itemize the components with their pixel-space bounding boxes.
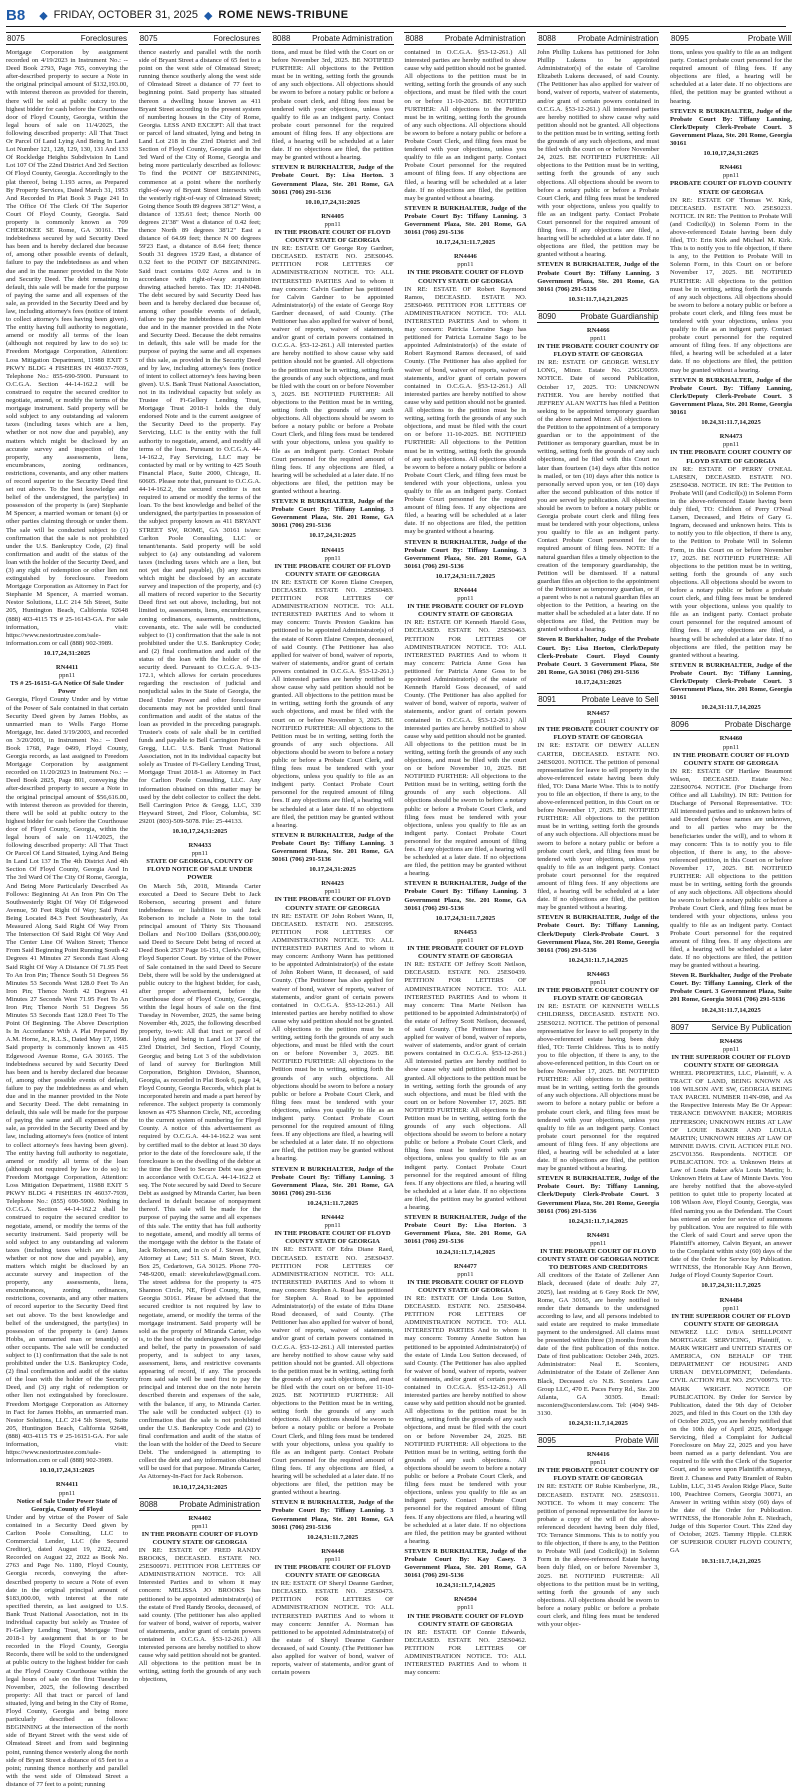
notice-body: IN RE: ESTATE OF Sheryl Deanne Gardner, DECEASED. ESTATE NO. 25ES0473. PETITION FOR LETTERS OF ADMINISTRATION NOTICE. TO: ALL INTERESTED PARTIES And to whom it may concern: Jennifer A. Norman has petitioned to be appointed Administrator(s) of the estate of Sheryl Deanne Gardner deceased, of said County. (The Petitioner has also applied for waiver of bond, waiver of reports, waiver of statements, and/or grant of certain powers bbox=[271, 1580, 394, 1677]
notice-body: IN RE: ESTATE OF FRED RANDY BROOKS, DECEASED. ESTATE NO. 25ES00971. PETITION FOR LETTERS OF ADMINISTRATION NOTICE. TO: All Interested Parties and to whom it may concern: MELISSA JO BROOKS has petitioned to be appointed administrator(s) of the estate of Fred Randy Brooks, deceased, of said county. (The petitioner has also applied for waiver of bond, waiver of reports, waiver of statements, and/or grant of certain powers contained in O.C.G.A. §53-12-261.) All interested persons are hereby notified to show cause why said petition should not be granted. All objections to the petition must be in writing, setting forth the grounds of any such objections, bbox=[138, 1546, 261, 1684]
notice-heading: IN THE PROBATE COURT OF FLOYD COUNTY STATE OF GEORGIA bbox=[274, 1230, 391, 1246]
notice-code: ppn11 bbox=[590, 1239, 607, 1247]
category-code: 8097 bbox=[671, 1022, 689, 1032]
notice-body: contained in O.C.G.A. §53-12-261.) All interested parties are hereby notified to show cause why said petition should not be granted. All objections to the petition must be in writing, setting forth the grounds of any such objections, and must be filed with the court on or before 11-10-2025. BE NOTIFIED FURTHER: All objections to the Petition must be in writing, setting forth the grounds of any such objections. All objections should be sworn to before a notary public or before a Probate Court Clerk, and filing fees must be tendered with your objections, unless you qualify to file as an indigent party. Contact Probate Court personnel for the required amount of filing fees. If any objections are filed, a hearing will be scheduled at a later date. If no objections are filed, the petition may be granted without a hearing. bbox=[404, 49, 527, 202]
notice-run-dates: 10.24,31:11.7,14,2025 bbox=[435, 1248, 496, 1256]
notice-code: ppn11 bbox=[457, 595, 474, 603]
notice-code: ppn11 bbox=[324, 1222, 341, 1230]
category-header bbox=[139, 32, 261, 45]
notice-id: RN4504 bbox=[454, 1596, 477, 1604]
notice-id: RN4473 bbox=[719, 433, 743, 441]
category-label: Probate Will bbox=[615, 1436, 659, 1446]
category-label: Foreclosures bbox=[80, 34, 127, 43]
notice-code: ppn11 bbox=[590, 979, 607, 987]
category-label: Foreclosures bbox=[213, 34, 260, 43]
notice-body: IN RE: ESTATE OF Connie Edwards, DECEASED. ESTATE NO. 25ES0462. PETITION FOR LETTERS OF ADMINISTRATION NOTICE. TO: ALL INTERESTED PARTIES And to whom it may concern: bbox=[404, 1628, 527, 1677]
notice-body: IN RE: ESTATE OF Koren Elaine Creepen, DECEASED. ESTATE NO. 25ES0483. PETITION FOR LETTERS OF ADMINISTRATION NOTICE. TO: ALL INTERESTED PARTIES And to whom it may concern: Travis Preston Gaskins has petitioned to be appointed Administrator(s) of the estate of Koren Elaine Creepen, deceased, of said County. (The Petitioner has also applied for waiver of bond, waiver of reports, waiver of statements, and/or grant of certain powers contained in O.C.G.A. §53-12-261.) All interested parties are hereby notified to show cause why said petition should not be granted. All objections to the petition must be in writing, setting forth the grounds of any such objections, and must be filed with the court on or before November 3, 2025. BE NOTIFIED FURTHER: All objections to the Petition must be in writing, setting forth the grounds of any such objections. All objections should be sworn to before a notary public or before a Probate Court Clerk, and filing fees must be tendered with your objections, unless you qualify to file as an indigent party. Contact Probate Court personnel for the required amount of filing fees. If any objections are filed, a hearing will be scheduled at a later date. If no objections are filed, the petition may be granted without a hearing. bbox=[271, 578, 394, 829]
notice-code: ppn11 bbox=[457, 1270, 474, 1278]
category-code: 8088 bbox=[272, 34, 291, 43]
notice-signature: STEVEN R BURKHALTER, Judge of the Probate Court By: Tiffany Lanning. 3 Government Plaza, Ste. 201 Rome, GA 30161 (706) 291-5136 bbox=[271, 498, 394, 530]
notice-signature: STEVEN R BURKHALTER, Judge of the Probate Court By: Tiffany Lanning. 3 Government Plaza, Ste. 201 Rome, GA 30161 (706) 291-5136 bbox=[404, 880, 527, 912]
legal-notice bbox=[537, 49, 659, 304]
notice-signature: STEVEN R BURKHALTER, Judge of the Probate Court By: Tiffany Lanning. 3 Government Plaza, Ste. 201 Rome, GA 30161 (706) 291-5136 bbox=[271, 1165, 394, 1197]
notice-run-dates: 10.17,24,31:11.7,2025 bbox=[435, 239, 496, 247]
notice-id: RN4423 bbox=[321, 880, 344, 888]
legal-notice bbox=[6, 1481, 128, 1789]
legal-notice bbox=[404, 1596, 526, 1677]
legal-notice bbox=[404, 1263, 526, 1591]
notice-heading: IN THE PROBATE COURT OF FLOYD COUNTY STATE OF GEORGIA bbox=[407, 945, 524, 961]
notice-body: IN RE: ESTATE OF Hartlaw Beaumont Wilson, DECEASED. Estate No.: 22ES00764. NOTICE. (For Discharge from Office and all Liability). IN RE: Petition for Discharge of Personal Representative. TO: All interested parties and to unknown heirs of said Decedent (whose names are unknown, and to all parties who may be the beneficiaries under the will), and to whom it may concern: This is to notify you to file objection, if there is any, to the above-referenced petition, in this Court on or before November 17, 2025. BE NOTIFIED FURTHER: All objections to the petition must be in writing, setting forth the grounds of any such objections. All objections should be sworn to before a notary public or before a Probate Court Clerk, and filing fees must be tendered with your objections, unless you qualify to file as an indigent party. Contact Probate Court personnel for the required amount of filing fees. If any objections are filed, a hearing will be scheduled at a later date. If no objections are filed, the petition may be granted without a hearing. bbox=[670, 767, 792, 970]
notice-code: ppn11 bbox=[191, 850, 208, 858]
legal-notice bbox=[404, 253, 526, 581]
notice-run-dates: 10.17,24,31:2025 bbox=[574, 678, 622, 686]
notice-run-dates: 10.10,17,24,31:2025 bbox=[39, 1467, 95, 1475]
legal-notice bbox=[537, 710, 659, 965]
category-label: Service By Publication bbox=[711, 1022, 791, 1032]
category-label: Probate Discharge bbox=[724, 720, 791, 730]
legal-notice bbox=[272, 1214, 394, 1542]
legal-notice bbox=[272, 49, 394, 207]
notice-id: RN4415 bbox=[321, 546, 344, 554]
notice-heading: IN THE PROBATE COURT OF FLOYD COUNTY STATE OF GEORGIA bbox=[274, 228, 391, 245]
legal-notice bbox=[670, 1297, 792, 1566]
category-code: 8096 bbox=[671, 720, 689, 730]
notice-body: IN RE: ESTATE OF Jeffrey Scott Neilson, DECEASED. ESTATE NO. 25ES0439. PETITION FOR LETTERS OF ADMINISTRATION NOTICE. TO: ALL INTERESTED PARTIES And to whom it may concern: Tina Marie Neilson has petitioned to be appointed Administrator(s) of the estate of Jeffrey Scott Neilson, deceased, of said County. (The Petitioner has also applied for waiver of bond, waiver of reports, waiver of statements, and/or grant of certain powers contained in O.C.G.A. §53-12-261.) All interested parties are hereby notified to show cause why said petition should not be granted. All objections to the petition must be in writing, setting forth the grounds of any such objections, and must be filed with the court on or before November 17, 2025. BE NOTIFIED FURTHER: All objections to the Petition must be in writing, setting forth the grounds of any such objections. All objections should be sworn to before a notary public or before a Probate Court Clerk, and filing fees must be tendered with your objections, unless you qualify to file as an indigent party. Contact Probate Court personnel for the required amount of filing fees. If any objections are filed, a hearing will be scheduled at a later date. If no objections are filed, the petition may be granted without a hearing. bbox=[404, 961, 527, 1212]
notice-code: ppn11 bbox=[457, 1604, 474, 1612]
notice-id: RN4457 bbox=[586, 710, 610, 718]
legal-notice bbox=[272, 1548, 394, 1678]
notice-id: RN4466 bbox=[586, 326, 610, 334]
notice-run-dates: 10.17,24,31:11.7,2025 bbox=[701, 1282, 761, 1290]
separator-dot-icon: ◆ bbox=[203, 9, 213, 22]
notice-signature: STEVEN R BURKHALTER, Judge of the Probate Court By: Tiffany Lanning. 3 Government Plaza, Ste. 201 Rome, GA 30161 (706) 291-5136 bbox=[537, 261, 660, 293]
notice-id: RN4463 bbox=[586, 970, 610, 978]
notice-signature: STEVEN R BURKHALTER, Judge of the Probate Court By: Kay Casey. 3 Government Plaza, Ste. 201 Rome, GA 30161 (706) 291-5136 bbox=[404, 1547, 527, 1580]
page-column bbox=[670, 32, 792, 1578]
legal-notice bbox=[670, 433, 792, 712]
notice-run-dates: 10.17,24,31:2025 bbox=[309, 866, 356, 874]
category-code: 8075 bbox=[7, 34, 25, 43]
notice-heading: IN THE PROBATE COURT OF FLOYD COUNTY STATE OF GEORGIA bbox=[672, 751, 790, 767]
legal-notice bbox=[537, 1451, 659, 1629]
notice-heading: IN THE PROBATE COURT OF FLOYD COUNTY STATE OF GEORGIA NOTICE TO DEBTORS AND CREDITORS bbox=[537, 1248, 660, 1272]
notice-id: RN4448 bbox=[321, 1547, 344, 1555]
notice-run-dates: 10.24,31:11.7,14,2025 bbox=[701, 419, 761, 427]
category-code: 8095 bbox=[671, 34, 689, 43]
notice-body: On March 5th, 2018, Miranda Carter executed a Deed to Secure Debt to Jack Roberson, securing present and future indebtedness or liabilities to said Jack Roberson to include a Note in the total principal amount of Thirty Six Thousand Dollars and No/100 Dollars ($36,000.00); said Deed to Secure Debt being of record at Deed Book 2537 Page 16-151, Clerk's Office, Floyd Superior Court. By virtue of the Power of Sale contained in the said Deed to Secure Debt, there will be sold by the undersigned at public outcry to the highest bidder, for cash, after proper advertisement, before the Courthouse door of Floyd County, Georgia, within the legal hours of sale on the first Tuesday in November, 2025, the same being November 4th, 2025, the following described property, to-wit: All that tract or parcel of land lying and being in Land Lot 37 of the 23rd District, 3rd Section, Floyd County, Georgia; and being Lot 3 of the subdivision of land of survey for Burlington Mill Corporation, Brighton Division, Shannon, Georgia, as recorded in Plat Book 6, page 14, Floyd County, Georgia Records, which plat is incorporated herein and made a part hereof by reference. The subject property is commonly known as 475 Shannon Circle, NE, according to the current system of numbering for Floyd County. A notice of this advertisement as required by O.C.G.A. 44-14-162.2 was sent by certified mail to the debtor at least 30 days prior to the date of the foreclosure sale, if the foreclosure is on the dwelling of the debtor at the time the Deed to Secure Debt was given in accordance with O.C.G.A. 44-14-162.2 et seq. The Note secured by said Deed to Secure Debt as assigned by Miranda Carter, has been declared in default because of nonpayment thereof. This sale will be made for the purpose of paying the same and all expenses of this sale. The entity that has full authority to negotiate, amend, and modify all terms of the mortgage with the debtor is the Estate of Jack Roberson, and in c/o of J. Steven Kuhr, Attorney at Law; 511 S. Main Street, P.O. Box 25, Cedartown, GA 30125. Phone 770-748-9200, email: stevekuhrlaw@gmail.com. The street address for the property is 475 Shannon Circle, NE, Floyd County, Rome, Georgia 30161. Please be advised that the secured creditor is not required by law to negotiate, amend, or modify the terms of the mortgage instrument. Said property will be sold as the property of Miranda Carter, who is, to the best of the undersigned's knowledge and belief, the party in possession of said property, and is subject to any taxes, assessment, liens, and restrictive covenants appearing of record, if any. The proceeds from said sale will be used first to pay the principal and interest due on the note herein described therein and expenses of the sale, with the balance, if any, to Miranda Carter. The sale will be conducted subject (1) to confirmation that the sale is not prohibited under the U.S. Bankruptcy Code and (2) to final confirmation and audit of the status of the loan with the holder of the Deed to Secure Debt. The undersigned is attempting to collect the debt and any information obtained will be used for that purpose. Miranda Carter, As Attorney-In-Fact for Jack Roberson. bbox=[138, 882, 261, 1481]
notice-code: ppn11 bbox=[324, 554, 341, 562]
notice-signature: STEVEN R BURKHALTER, Judge of the Probate Court By: Lisa Horton. 3 Government Plaza, Ste. 201 Rome, GA 30161 (706) 291-5136 bbox=[404, 1214, 527, 1246]
notice-body: IN RE: ESTATE OF PERRY O'NEAL LARSEN, DECEASED. ESTATE NO. 25ES0438. NOTICE. IN RE: The Petition to Probate Will (and Codicil(s)) in Solemn Form in the above-referenced Estate having been duly filed, TO: Children of Perry O'Neal Larsen, Deceased, and Heirs of Gary G. Ingram, deceased and unknown heirs. This is to notify you to file objection, if there is any, to the Petition to Probate Will in Solemn Form, in this Court on or before November 17, 2025. BE NOTIFIED FURTHER: All objections to the petition must be in writing, setting forth the grounds of any such objections. All objections should be sworn to before a notary public or before a probate court clerk, and filing fees must be tendered with your objections, unless you qualify to file as an indigent party. Contact probate court personnel for the required amount of filing fees. If any objections are filed, a hearing will be scheduled at a later date. If no objections are filed, the petition may be granted without a hearing. bbox=[670, 465, 792, 659]
legal-notice bbox=[670, 49, 792, 158]
notice-id: RN4433 bbox=[188, 842, 212, 850]
legal-notice bbox=[139, 49, 261, 836]
notice-body: IN RE: ESTATE OF Linda Lou Sutton, DECEASED. ESTATE NO. 25ES0484. PETITION FOR LETTERS OF ADMINISTRATION NOTICE. TO: ALL INTERESTED PARTIES And to whom it may concern: Tommy Annette Sutton has petitioned to be appointed Administrator(s) of the estate of Linda Lou Sutton deceased, of said County. (The Petitioner has also applied for waiver of bond, waiver of reports, waiver of statements, and/or grant of certain powers contained in O.C.G.A. §53-12-261.) All interested parties are hereby notified to show cause why said petition should not be granted. All objections to the petition must be in writing, setting forth the grounds of any such objections, and must be filed with the court on or before November 24, 2025. BE NOTIFIED FURTHER: All objections to the Petition must be in writing, setting forth the grounds of any such objections. All objections should be sworn to before a notary public or before a Probate Court Clerk, and filing fees must be tendered with your objections, unless you qualify to file as an indigent party. Contact Probate Court personnel for the required amount of filing fees. If any objections are filed, a hearing will be scheduled at a later date. If no objections are filed, the petition may be granted without a hearing. bbox=[404, 1294, 527, 1545]
notice-code: ppn11 bbox=[324, 1555, 341, 1563]
issue-date: FRIDAY, OCTOBER 31, 2025 bbox=[53, 9, 198, 21]
notice-heading: PROBATE COURT OF FLOYD COUNTY STATE OF GEORGIA bbox=[670, 180, 792, 196]
notice-heading: IN THE PROBATE COURT OF FLOYD COUNTY STATE OF GEORGIA bbox=[274, 896, 391, 912]
category-code: 8091 bbox=[538, 695, 556, 705]
notice-signature: STEVEN R BURKHALTER, Judge of the Probate Court By: Tiffany Lanning. 3 Government Plaza, Ste. 201 Rome, GA 30161 (706) 291-5136 bbox=[271, 831, 394, 864]
notice-heading: IN THE PROBATE COURT OF FLOYD COUNTY STATE OF GEORGIA bbox=[274, 1563, 391, 1580]
notice-id: RN4411 bbox=[55, 1481, 79, 1489]
notice-heading: TS # 25-16151-GA Notice Of Sale Under Power bbox=[10, 680, 124, 696]
notice-body: tions, unless you qualify to file as an indigent party. Contact probate court personnel for the required amount of filing fees. If any objections are filed, a hearing will be scheduled at a later date. If no objections are filed, the petition may be granted without a hearing. bbox=[670, 49, 792, 105]
category-header bbox=[670, 32, 792, 45]
notice-id: RN4461 bbox=[719, 164, 743, 172]
notice-run-dates: 10.31:11.7,14,21,2025 bbox=[701, 1557, 761, 1565]
notice-id: RN4446 bbox=[454, 253, 477, 261]
notice-id: RN4436 bbox=[719, 1037, 743, 1045]
notice-code: ppn11 bbox=[590, 718, 607, 726]
category-code: 8088 bbox=[405, 34, 424, 43]
notice-heading: IN THE PROBATE COURT COUNTY OF FLOYD STATE OF GEORGIA bbox=[537, 726, 660, 742]
legal-notice bbox=[272, 547, 394, 875]
notice-body: IN RE: ESTATE OF GEORGE WESLEY LONG, Minor. Estate No. 25GU0059. NOTICE. Date of second Publication, October 17, 2025. TO: UNKNOWN FATHER. You are hereby notified that JEFFREY ALAN WATTS has filed a Petition seeking to be appointed temporary guardian of the above named Minor. All objections to the Petition to the appointment of a temporary guardian or to the appointment of the Petitioner as temporary guardian, must be in writing, setting forth the grounds of any such objections, and be filed with this Court no later than fourteen (14) days after this notice is mailed, or ten (10) days after this notice is personally served upon you, or ten (10) days after the second publication of this notice if you are served by publication. All objections should be sworn to before a notary public or Georgia probate court clerk and filing fees must be tendered with your objections, unless you qualify to file as an indigent party. Contact Probate Court personnel for the required amount of filing fees. NOTE: If a natural guardian files a timely objection to the creation of the temporary guardianship, the Petition will be dismissed. If a natural guardian files an objection to the appointment of the Petitioner as temporary guardian, or if a parent who is not a natural guardian files an objection to the Petition, a hearing on the matter shall be scheduled at a later date. If no objections are filed, the Petition may be granted without a hearing. bbox=[537, 359, 660, 634]
notice-code: ppn11 bbox=[324, 220, 341, 228]
page-header bbox=[6, 4, 786, 27]
notice-body: Georgia, Floyd County Under and by virtue of the Power of Sale contained in that certain Security Deed given by James Hobbs, as unmarried man to Wells Fargo Home Mortgage, Inc. dated 3/19/2003, and recorded on 3/20/2003, in Instrument No.: -- Deed Book 1768, Page 0499, Floyd County, Georgia records, as last assigned to Freedom Mortgage Corporation by assignment recorded on 11/20/2023 in Instrument No.: -- Deed Book 2825, Page 801, conveying the after-described property to secure a Note in the original principal amount of $56,616.00, with interest thereon as provided for therein, there will be sold at public outcry to the highest bidder for cash before the Courthouse door of Floyd County, Georgia, within the legal hours of sale on 11/4/2025, the following described property: All That Tract Or Parcel Of Land Situated, Lying And Being In Land Lot 137 In The 4th District And 4th Section Of Floyd County, Georgia And In The 3rd Ward Of The City Of Rome, Georgia, And Being More Particularly Described As Follows: Beginning At An Iron Pin On The Southwesterly Right Of Way Of Edgewood Avenue, 50 Feet Right Of Way; Said Point Being Located 84.3 Feet Southeasterly, As Measured Along Said Right Of Way From The Intersection Of Said Right Of Way And The Center Line Of Walton Street; Thence From Said Beginning Point Running South 42 Degrees 41 Minutes 27 Seconds East Along Said Right Of Way A Distance Of 71.95 Feet To An Iron Pin; Thence South 51 Degrees 56 Minutes 53 Seconds West 128.0 Feet To An Iron Pin; Thence North 42 Degrees 41 Minutes 27 Seconds West 71.95 Feet To An Iron Pin; Thence North 51 Degrees 56 Minutes 53 Seconds East 128.0 Feet To The Point Of Beginning. The Above Description Is In Accordance With A Plat Prepared By A.M. Horne, Jr., R.L.S., Dated May 17, 1998. Said property is commonly known as 415 Edgewood Avenue Rome, GA 30165. The indebtedness secured by said Security Deed has been and is hereby declared due because of, among other possible events of default, failure to pay the indebtedness as and when due and in the manner provided in the Note and Security Deed. The debt remaining in default, this sale will be made for the purpose of paying the same and all expenses of the sale, as provided in the Security Deed and by law, including attorney's fees (notice of intent to collect attorney's fees having been given). The entity having full authority to negotiate, amend or modify all terms of the loan (although not required by law to do so) is: Freedom Mortgage Corporation, Attention: Loss Mitigation Department, 11988 EXIT 5 PKWY BLDG 4 FISHERS IN 46037-7939, Telephone No.: (855) 690-5900. Nothing in O.C.G.A. Section 44-14-162.2 shall be construed to require the secured creditor to negotiate, amend, or modify the terms of the security instrument. Said property will be sold subject to any outstanding ad valorem taxes (including taxes which are a lien, whether or not now due and payable), any matters which might be disclosed by an accurate survey and inspection of the property, any assessments, liens, encumbrances, zoning ordinances, restrictions, covenants, and any other matters of record superior to the Security Deed first set out above. To the best knowledge and belief of the undersigned, the party(ies) in possession of the property is (are) James Hobbs, an unmarried man or tenant(s) or other occupants. The sale will be conducted subject to (1) confirmation that the sale is not prohibited under the U.S. Bankruptcy Code, (2) final confirmation and audit of the status of the loan with the holder of the Security Deed, and (3) any right of redemption or other lien not extinguished by foreclosure. Freedom Mortgage Corporation as Attorney in Fact for James Hobbs, an unmarried man. Nestor Solutions, LLC 214 5th Street, Suite 205, Huntington Beach, California 92648, (888) 403-4115 TS # 25-16151-GA. For sale information, visit: https://www.nestortrustee.com/sale-information.com or call (888) 902-3989. bbox=[6, 696, 128, 1465]
notice-code: ppn11 bbox=[324, 888, 341, 896]
notice-body: IN RE: ESTATE OF Kenneth Harold Goss, DECEASED. ESTATE NO. 25ES0463. PETITION FOR LETTERS OF ADMINISTRATION NOTICE. TO: ALL INTERESTED PARTIES And to whom it may concern: Patricia Anne Goss has petitioned for Patricia Anne Goss to be appointed Administrator(s) of the estate of Kenneth Harold Goss deceased, of said County. (The Petitioner has also applied for waiver of bond, waiver of reports, waiver of statements, and/or grant of certain powers contained in O.C.G.A. §53-12-261.) All interested parties are hereby notified to show cause why said petition should not be granted. All objections to the petition must be in writing, setting forth the grounds of any such objections, and must be filed with the court on or before November 10, 2025. BE NOTIFIED FURTHER: All objections to the Petition must be in writing, setting forth the grounds of any such objections. All objections should be sworn to before a notary public or before a Probate Court Clerk, and filing fees must be tendered with your objections, unless you qualify to file as an indigent party. Contact Probate Court personnel for the required amount of filing fees. If any objections are filed, a hearing will be scheduled at a later date. If no objections are filed, the petition may be granted without a hearing. bbox=[404, 619, 527, 878]
notice-run-dates: 10.17,24,31:2025 bbox=[309, 532, 356, 540]
notice-id: RN4405 bbox=[321, 212, 344, 220]
notice-id: RN4477 bbox=[454, 1262, 477, 1270]
notice-body: Mortgage Corporation by assignment recorded on 4/19/2023 in Instrument No.: -- Deed Book 2793, Page 765, conveying the after-described property to secure a Note in the original principal amount of $132,193.00, with interest thereon as provided for therein, there will be sold at public outcry to the highest bidder for cash before the Courthouse door of Floyd County, Georgia, within the legal hours of sale on 11/4/2025, the following described property: All That Tract Or Parcel Of Land Lying And Being In Land Lot Number 121, 128, 129, 130, 131 And 133 Of Rockledge Heights Subdivision In Land Lot 107 Of The 22nd District And 3rd Section Of Floyd County, Georgia. Accordingly to the plat thereof, being 1.193 acres, as Prepared By Property Services, Dated March 31, 1953 And Recorded In Plat Book 3 Page 241 In The Office Of The Clerk Of The Superior Court Of Floyd County, Georgia. Said property is commonly known as 709 CHEROKEE SE Rome, GA 30161. The indebtedness secured by said Security Deed has been and is hereby declared due because of, among other possible events of default, failure to pay the indebtedness as and when due and in the manner provided in the Note and Security Deed. The debt remaining in default, this sale will be made for the purpose of paying the same and all expenses of the sale, as provided in the Security Deed and by law, including attorney's fees (notice of intent to collect attorney's fees having been given). The entity having full authority to negotiate, amend or modify all terms of the loan (although not required by law to do so) is: Freedom Mortgage Corporation, Attention: Loss Mitigation Department, 11988 EXIT 5 PKWY BLDG 4 FISHERS IN 46037-7939, Telephone No.: 855-690-5900. Pursuant to O.C.G.A. Section 44-14-162.2 will be construed to require the secured creditor to negotiate, amend, or modify the terms of the mortgage instrument. Said property will be sold subject to any outstanding ad valorem taxes (including taxes which are a lien, whether or not now due and payable), any matters which might be disclosed by an accurate survey and inspection of the property, any assessments, liens, encumbrances, zoning ordinances, restrictions, covenants, and any other matters of record superior to the Security Deed first set out above. To the best knowledge and belief of the undersigned, the party(ies) in possession of the property is (are) Stephanie M Spencer, a married woman or tenant (s) or other parties claiming through or under them. The sale will be conducted subject to (1) confirmation that the sale is not prohibited under the U.S. Bankruptcy Code, (2) final confirmation and audit of the status of the loan with the holder of the Security Deed, and (3) any right of redemption or other lien not extinguished by foreclosure. Freedom Mortgage Corporation as Attorney in Fact for Stephanie M Spencer, A married woman. Nestor Solutions, LLC 214 5th Street, Suite 205, Huntington Beach, California 92648 (888) 403-4115 TS # 25-16143-GA. For sale information, visit: https://www.nestortrustee.com/sale-information.com or call (888) 902-3989. bbox=[6, 49, 128, 647]
legal-notice bbox=[272, 213, 394, 541]
notice-run-dates: 10.31:11.7,14,21,2025 bbox=[568, 295, 628, 303]
notice-id: RN4416 bbox=[586, 1451, 610, 1459]
page-column bbox=[537, 32, 660, 1629]
notice-signature: STEVEN R BURKHALTER, Judge of the Probate Court. By: Tiffany Lanning, Clerk/Deputy Clerk-Probate Court. 3 Government Plaza, Ste. 201 Rome, Georgia 30161 bbox=[670, 661, 792, 702]
page-column bbox=[404, 32, 527, 1677]
notice-signature: STEVEN R BURKHALTER, Judge of the Probate Court. By: Tiffany Lanning, Clerk/Deputy Clerk-Probate Court. 3 Government Plaza, Ste. 201 Rome, Georgia 30161 (706) 291-5136 bbox=[537, 1175, 660, 1215]
legal-notice bbox=[537, 971, 659, 1226]
category-label: Probate Leave to Sell bbox=[581, 695, 659, 705]
legal-notice bbox=[404, 929, 526, 1257]
notice-heading: STATE OF GEORGIA, COUNTY OF FLOYD NOTICE OF SALE UNDER POWER bbox=[146, 858, 254, 882]
category-code: 8088 bbox=[139, 1499, 158, 1509]
notice-id: RN4411 bbox=[55, 664, 79, 672]
notice-code: ppn11 bbox=[722, 1045, 740, 1053]
notice-heading: Notice of Sale Under Power State of Georgia, County of Floyd bbox=[16, 1497, 118, 1513]
notice-signature: STEVEN R BURKHALTER, Judge of the Probate Court. By: Tiffany Lanning, Clerk/Deputy Clerk-Probate Court. 3 Government Plaza, Ste. 201 Rome, Georgia 30161 bbox=[670, 376, 792, 417]
notice-signature: STEVEN R BURKHALTER, Judge of the Probate Court. By: Tiffany Lanning, Clerk/Deputy Clerk-Probate Court. 3 Government Plaza, Ste. 201 Rome, Georgia 30161 (706) 291-5136 bbox=[537, 914, 660, 954]
notice-run-dates: 10.10,17,24,31:2025 bbox=[172, 828, 228, 835]
notice-code: ppn11 bbox=[590, 1459, 607, 1467]
notice-run-dates: 10.24,31:11.7,2025 bbox=[306, 1533, 359, 1541]
legal-notice bbox=[404, 587, 526, 923]
notice-run-dates: 10.10,17,24,31:2025 bbox=[172, 1483, 228, 1491]
category-header bbox=[537, 32, 659, 45]
notice-body: All creditors of the Estate of Zellener Ann Black, deceased (date of death: July 27, 2025), last residing at 6 Grey Rock Dr NW, Rome, GA 30165, are hereby notified to render their demands to the undersigned according to law, and all persons indebted to said estate are required to make immediate payment to the undersigned. All claims must be presented within three (3) months from the date of the first publication of this notice. Date of first publication: October 24th, 2025. Administrator: Neal E. Sconiers, Administrator of the Estate of Zellener Ann Black, Deceased c/o N.B. Sconiers Law Group LLC, 470 E. Paces Ferry Rd., Ste. 200 Atlanta, GA 30305. Email: nsconiers@sconierslaw.com. Tel: (404) 948-3130. bbox=[537, 1272, 660, 1417]
category-header bbox=[404, 32, 526, 45]
category-header bbox=[537, 310, 659, 323]
notice-run-dates: 10.10,17,24,31:2025 bbox=[703, 150, 759, 158]
notice-run-dates: 10.24,31:11.7,14,2025 bbox=[568, 1217, 628, 1225]
notice-body: IN RE: ESTATE OF Thomas W. Kirk, DECEASED. ESTATE NO. 25ES0233. NOTICE. IN RE: The Petition to Probate Will (and Codicil(s)) in Solemn Form in the above-referenced Estate having been duly filed, TO: Erin Kirk and Michael M. Kirk. This is to notify you to file objection, if there is any, to the Petition to Probate Will in Solemn Form, in this Court on or before November 17, 2025. BE NOTIFIED FURTHER: All objections to the petition must be in writing, setting forth the grounds of any such objections. All objections should be sworn to before a notary public or before a probate court clerk, and filing fees must be tendered with your objections, unless you qualify to file as an indigent party. Contact probate court personnel for the required amount of filing fees. If any objections are filed, a hearing will be scheduled at a later date. If no objections are filed, the petition may be granted without a hearing. bbox=[670, 196, 792, 374]
notice-signature: Steven R Burkhalter, Judge of the Probate Court. By: Lisa Horton, Clerk/Deputy Clerk-Probate Court. Floyd County Probate Court. 3 Government Plaza, Ste 201 Rome, GA 30161 (706) 291-5136 bbox=[537, 636, 660, 676]
notice-heading: IN THE PROBATE COURT COUNTY OF FLOYD STATE OF GEORGIA bbox=[537, 1467, 660, 1483]
category-code: 8088 bbox=[538, 34, 556, 43]
category-label: Probate Administration bbox=[444, 34, 526, 43]
notice-signature: Steven R. Burkhalter, Judge of the Probate Court. By: Tiffany Lanning, Clerk of the Probate Court. 3 Government Plaza, Suite 201 Rome, Georgia 30161 (706) 291-5136 bbox=[670, 972, 792, 1004]
category-header bbox=[6, 32, 128, 45]
notice-run-dates: 10.17,24,31:11.7,2025 bbox=[435, 914, 496, 922]
notice-code: ppn11 bbox=[58, 1489, 76, 1497]
legal-notices-columns bbox=[6, 32, 792, 1788]
notice-body: WHEEL PROPERTIES, LLC, Plaintiff, v. A TRACT OF LAND, BEING KNOWN AS 108 WILSON AVE SW, GEORGIA BEING TAX PARCEL NUMBER I14N-098, and As the Respective Interests May Be Or Appear: TERANCE DEWAYNE BAKER; MORRIS JEFFERSON; UNKNOWN HEIRS AT LAW OF LOUIE BAKER AND LOULA MARTIN; UNKNOWN HEIRS AT LAW OF MINNIE DAVIS. CIVIL ACTION FILE NO. 25CV01356. Respondents. NOTICE OF PUBLICATION. TO: a. Unknown Heirs at Law of Louis Baker a/k/a Louis Martin; b. Unknown Heirs at Law of Minnie Davis. You are hereby notified that the above-styled petition to quiet title to property located at 108 Wilson Ave, Floyd County, Georgia, was filed naming you as the Defendant. The Court has entered an order for service of summons by publication. You are required to file with the Clerk of said Court and serve upon the Plaintiff's attorney, Calvin Bryant, an answer to the Complaint within sixty (60) days of the date of the Order for Service by Publication. WITNESS, the Honorable Kay Ann Brown, Judge of Floyd County Superior Court. bbox=[670, 1069, 792, 1280]
notice-heading: IN THE PROBATE COURT COUNTY OF FLOYD STATE OF GEORGIA bbox=[537, 987, 660, 1003]
category-header bbox=[537, 1434, 659, 1447]
category-code: 8095 bbox=[538, 1436, 556, 1446]
notice-code: ppn11 bbox=[722, 441, 740, 449]
category-header bbox=[670, 718, 792, 731]
notice-heading: IN THE SUPERIOR COURT OF FLOYD COUNTY STATE OF GEORGIA bbox=[671, 1053, 791, 1069]
notice-body: thence easterly and parallel with the north side of Bryant Street a distance of 65 feet to a point on the west side of Olmstead Street; running thence southerly along the west side of Olmstead Street a distance of 77 feet to beginning point. Said property has situated thereon a dwelling house known as 411 Bryant Street according to the present system of numbering houses in the City of Rome, Georgia. LESS AND EXCEPT: All that tract or parcel of land situated, lying and being in Land Lot 218 in the 23rd District and 3rd Section of Floyd County, Georgia and in the 3rd Ward of the City of Rome, Georgia and being more particularly described as follows: To find the POINT OF BEGINNING, commence at a point where the northerly right-of-way of Bryant Street intersects with the westerly right-of-way of Olmstead Street; Going thence South 89 degrees 38'12" West, a distance of 135.61 feet; thence North 00 degrees 21'38" West a distance of 0.42 feet; thence North 89 degrees 38'12" East a distance of 64.99 feet; thence N 00 degrees 59'23 East, a distance of 8.64 feet; thence South 31 degrees 15'29 East, a distance of 0.32 feet to the POINT OF BEGINNING. Said tract contains 0.02 Acres and is in accordance with right-of-way acquisition drawing attached hereto. Tax ID: J14N048. The debt secured by said Security Deed has been and is hereby declared due because of, among other possible events of default, failure to pay the indebtedness as and when due and in the manner provided in the Note and Security Deed. Because the debt remains in default, this sale will be made for the purpose of paying the same and all expenses of this sale, as provided in the Security Deed and by law, including attorney's fees (notice of intent to collect attorney's fees having been given). U.S. Bank Trust National Association, not in its individual capacity but solely as Trustee of Fi-Gellery Lending Trust, Mortgage Trust 2018-1 holds the duly endorsed Note and is the current assignee of the Security Deed to the property. Fay Servicing, LLC is the entity with the full authority to negotiate, amend, and modify all terms of the loan. Pursuant to O.C.G.A. 44-14-162.2, Fay Servicing, LLC may be contacted by mail or by writing to 425 South Financial Place, Suite 2000, Chicago, IL 60605. Please note that, pursuant to O.C.G.A. 44-14-162.2, the secured creditor is not required to amend or modify the terms of the loan. To the best knowledge and belief of the undersigned, the party/parties in possession of the subject property known as 411 BRYANT STREET SW, ROME, GA 30161 is/are: Carlton Poole Consulting, LLC or tenant/tenants. Said property will be sold subject to (a) any outstanding ad valorem taxes (including taxes which are a lien, but not yet due and payable), (b) any matters which might be disclosed by an accurate survey and inspection of the property, and (c) all matters of record superior to the Security Deed first set out above, including, but not limited to, assessments, liens, encumbrances, zoning ordinances, easements, restrictions, covenants, etc. The sale will be conducted subject to (1) confirmation that the sale is not prohibited under the U.S. Bankruptcy Code; and (2) final confirmation and audit of the status of the loan with the holder of the security deed. Pursuant to O.C.G.A. 9-13-172.1, which allows for certain procedures regarding the rescission of judicial and nonjudicial sales in the State of Georgia, the Deed Under Power and other foreclosure documents may not be provided until final confirmation and audit of the status of the loan as provided in the preceding paragraph. Trustee's costs of sale shall be in certified funds and payable to Bell Carrington Price & Gregg, LLC. U.S. Bank Trust National Association, not in its individual capacity but solely as Trustee of Fi-Gellery Lending Trust, Mortgage Trust 2018-1 as Attorney in Fact for Carlton Poole Consulting, LLC. Any information obtained on this matter may be used by the debt collector to collect the debt. Bell Carrington Price & Gregg, LLC, 339 Heyward Street, 2nd Floor, Columbia, SC 29201 (803)-509-5078. File: 25-44133. bbox=[138, 49, 261, 825]
notice-code: ppn11 bbox=[722, 172, 740, 180]
category-code: 8090 bbox=[538, 311, 556, 321]
notice-body: IN RE: ESTATE OF Robert Raymond Ramos, DECEASED. ESTATE NO. 25ES0469. PETITION FOR LETTERS OF ADMINISTRATION NOTICE. TO: ALL INTERESTED PARTIES And to whom it may concern: Patricia Lorraine Sago has petitioned for Patricia Lorraine Sago to be appointed Administrator(s) of the estate of Robert Raymond Ramos deceased, of said County. (The Petitioner has also applied for waiver of bond, waiver of reports, waiver of statements, and/or grant of certain powers contained in O.C.G.A. §53-12-261.) All interested parties are hereby notified to show cause why said petition should not be granted. All objections to the petition must be in writing, setting forth the grounds of any such objections, and must be filed with the court on or before 11-10-2025. BE NOTIFIED FURTHER: All objections to the Petition must be in writing, setting forth the grounds of any such objections. All objections should be sworn to before a notary public or before a Probate Court Clerk, and filing fees must be tendered with your objections, unless you qualify to file as an indigent party. Contact Probate Court personnel for the required amount of filing fees. If any objections are filed, a hearing will be scheduled at a later date. If no objections are filed, the petition may be granted without a hearing. bbox=[404, 285, 527, 536]
notice-run-dates: 10.24,31:11.7,14,2025 bbox=[568, 956, 628, 964]
notice-code: ppn11 bbox=[457, 936, 474, 944]
notice-id: RN4453 bbox=[454, 928, 477, 936]
legal-notice bbox=[139, 1515, 261, 1685]
notice-heading: IN THE PROBATE COURT OF FLOYD COUNTY STATE OF GEORGIA bbox=[407, 1612, 524, 1628]
category-header bbox=[272, 32, 394, 45]
notice-code: ppn11 bbox=[457, 261, 474, 269]
notice-body: IN RE: ESTATE OF Edra Diane Raed, DECEASED. ESTATE NO. 25ES0437. PETITION FOR LETTERS OF ADMINISTRATION NOTICE. TO: ALL INTERESTED PARTIES And to whom it may concern: Stephen A. Road has petitioned for Stephen A. Road to be appointed Administrator(s) of the estate of Edra Diane Road deceased, of said County. (The Petitioner has also applied for waiver of bond, waiver of reports, waiver of statements, and/or grant of certain powers contained in O.C.G.A. §53-12-261.) All interested parties are hereby notified to show cause why said petition should not be granted. All objections to the petition must be in writing, setting forth the grounds of any such objections, and must be filed with the court on or before 11-10-2025. BE NOTIFIED FURTHER: All objections to the Petition must be in writing, setting forth the grounds of any such objections. All objections should be sworn to before a notary public or before a Probate Court Clerk, and filing fees must be tendered with your objections, unless you qualify to file as an indigent party. Contact Probate Court personnel for the required amount of filing fees. If any objections are filed, a hearing will be scheduled at a later date. If no objections are filed, the petition may be granted without a hearing. bbox=[271, 1246, 394, 1497]
page-column bbox=[138, 32, 261, 1684]
notice-body: NEWREZ LLC D/B/A SHELLPOINT MORTGAGE SERVICING, Plaintiff, v. MARK WRIGHT and UNITED STATES OF AMERICA, ON BEHALF OF THE DEPARTMENT OF HOUSING AND URBAN DEVELOPMENT, Defendants. CIVIL ACTION FILE NO. 25CV00973. TO: MARK WRIGHT. NOTICE OF PUBLICATION. By Order for Service by Publication, dated the 9th day of October 2025, and filed in this Court on the 13th day of October 2025, you are hereby notified that on the 10th day of April 2025, Mortgage Servicing, filed a Complaint for Judicial Foreclosure on May 22, 2025 and you have been named as a party defendant. You are required to file with the Clerk of the Superior Court, and to serve upon Plaintiff's attorneys, Brett J. Chaness and Patty Bramlett of Rubin Lublin, LLC, 3145 Avalon Ridge Place, Suite 100, Peachtree Corners, Georgia 30071, an Answer in writing within sixty (60) days of the date of the Order for Publication. WITNESS, the Honorable John E. Niedrach, Judge of this Superior Court. This 22nd day of October, 2025. Tammy Hipple. CLERK OF SUPERIOR COURT FLOYD COUNTY, GA bbox=[670, 1328, 792, 1555]
notice-body: John Phillip Lukens has petitioned for John Phillip Lukens to be appointed Administrator(s) of the estate of Caroline Elizabeth Lukens deceased, of said County. (The Petitioner has also applied for waiver of bond, waiver of reports, waiver of statements, and/or grant of certain powers contained in O.C.G.A. §53-12-261.) All interested parties are hereby notified to show cause why said petition should not be granted. All objections to the petition must be in writing, setting forth the grounds of any such objections, and must be filed with the court on or before November 24, 2025. BE NOTIFIED FURTHER: All objections to the Petition must be in writing, setting forth the grounds of any such objections. All objections should be sworn to before a notary public or before a Probate Court Clerk, and filing fees must be tendered with your objections, unless you qualify to file as an indigent party. Contact Probate Court personnel for the required amount of filing fees. If any objections are filed, a hearing will be scheduled at a later date. If no objections are filed, the petition may be granted without a hearing. bbox=[537, 49, 660, 259]
notice-run-dates: 10.24,31:11.7,14,2025 bbox=[701, 704, 761, 712]
notice-id: RN4484 bbox=[719, 1296, 743, 1304]
notice-id: RN4444 bbox=[454, 587, 477, 594]
category-label: Probate Administration bbox=[179, 1499, 260, 1509]
notice-heading: IN THE PROBATE COURT COUNTY OF FLOYD STATE OF GEORGIA bbox=[537, 343, 660, 359]
category-label: Probate Administration bbox=[312, 34, 393, 43]
notice-signature: STEVEN R BURKHALTER, Judge of the Probate Court By: Tiffany Lanning. 3 Government Plaza, Ste. 201 Rome, GA 30161 (706) 291-5136 bbox=[271, 1499, 394, 1531]
legal-notice bbox=[670, 1038, 792, 1291]
notice-heading: IN THE PROBATE COURT OF FLOYD COUNTY STATE OF GEORGIA bbox=[274, 562, 391, 578]
notice-signature: STEVEN R BURKHALTER, Judge of the Probate Court By: Tiffany Lanning. 3 Government Plaza, Ste. 201 Rome, GA 30161 (706) 291-5136 bbox=[404, 538, 527, 570]
notice-heading: IN THE PROBATE COURT OF FLOYD COUNTY STATE OF GEORGIA bbox=[407, 603, 524, 619]
legal-notice bbox=[537, 1232, 659, 1428]
category-header bbox=[537, 693, 659, 706]
notice-run-dates: 10.24,31:11.7,14,2025 bbox=[568, 1420, 628, 1427]
notice-body: IN RE: ESTATE OF George Roy Gardner, DECEASED. ESTATE NO. 25ES0045. PETITION FOR LETTERS OF ADMINISTRATION NOTICE. TO: ALL INTERESTED PARTIES And to whom it may concern: Calvin Gardner has petitioned for Calvin Gardner to be appointed Administrator(s) of the estate of George Roy Gardner deceased, of said County. (The Petitioner has also applied for waiver of bond, waiver of reports, waiver of statements, and/or grant of certain powers contained in O.C.G.A. §53-12-261.) All interested parties are hereby notified to show cause why said petition should not be granted. All objections to the petition must be in writing, setting forth the grounds of any such objections, and must be filed with the court on or before November 3, 2025. BE NOTIFIED FURTHER: All objections to the Petition must be in writing, setting forth the grounds of any such objections. All objections should be sworn to before a notary public or before a Probate Court Clerk, and filing fees must be tendered with your objections, unless you qualify to file as an indigent party. Contact Probate Court personnel for the required amount of filing fees. If any objections are filed, a hearing will be scheduled at a later date. If no objections are filed, the petition may be granted without a hearing. bbox=[271, 245, 394, 495]
notice-body: IN RE: ESTATE OF DEWEY ALLEN CARTER, DECEASED. ESTATE NO. 24ES0201. NOTICE. The petition of personal representative for leave to sell property in the above-referenced estate having been duly filed, TO: Dana Marie Wise. This is to notify you to file an objection, if there is any, to the above-referenced petition, in this Court on or before November 17, 2025. BE NOTIFIED FURTHER: All objections to the petition must be in writing, setting forth the grounds of any such objections. All objections must be sworn to before a notary public or before a probate court clerk, and filing fees must be tendered with your objections, unless you qualify to file as an indigent party. Contact probate court personnel for the required amount of filing fees. If any objections are filed, a hearing will be scheduled at a later date. If no objections are filed, the petition may be granted without a hearing. bbox=[537, 742, 660, 912]
notice-code: ppn11 bbox=[58, 672, 76, 680]
notice-heading: IN THE SUPERIOR COURT OF FLOYD COUNTY STATE OF GEORGIA bbox=[671, 1312, 791, 1328]
notice-code: ppn11 bbox=[191, 1522, 208, 1530]
page-column bbox=[271, 32, 394, 1677]
separator-dot-icon: ◆ bbox=[39, 9, 48, 22]
notice-id: RN4442 bbox=[321, 1214, 344, 1222]
notice-body: tions, and must be filed with the Court on or before November 3rd, 2025. BE NOTIFIED FURTHER: All objections to the Petition must be in writing, setting forth the grounds of any such objections. All objections should be sworn to before a notary public or before a probate court clerk, and filing fees must be tendered with your objections, unless you qualify to file as an indigent party. Contact probate court personnel for the required amount of filing fees. If any objections are filed, a hearing will be scheduled at a later date. If no objections are filed, the petition may be granted without a hearing. bbox=[271, 49, 394, 162]
notice-id: RN4491 bbox=[586, 1231, 610, 1239]
notice-heading: IN THE PROBATE COURT COUNTY OF FLOYD STATE OF GEORGIA bbox=[670, 449, 792, 465]
notice-run-dates: 10.24,31:11.7,2025 bbox=[306, 1199, 359, 1207]
notice-run-dates: 10.10,17,24,31:2025 bbox=[305, 198, 361, 206]
notice-signature: STEVEN R BURKHALTER, Judge of the Probate Court By: Tiffany Lanning. 3 Government Plaza, Ste. 201 Rome, GA 30161 (706) 291-5136 bbox=[404, 204, 527, 237]
notice-heading: IN THE PROBATE COURT OF FLOYD COUNTY STATE OF GEORGIA bbox=[141, 1530, 258, 1546]
legal-notice bbox=[139, 842, 261, 1492]
notice-code: ppn11 bbox=[722, 743, 740, 751]
legal-notice bbox=[6, 49, 128, 658]
notice-id: RN4402 bbox=[188, 1514, 212, 1522]
page-number: B8 bbox=[6, 6, 26, 24]
notice-run-dates: 10.17,24,31:11.7,2025 bbox=[435, 572, 496, 580]
notice-run-dates: 10.24,31:11.7,14,2025 bbox=[435, 1582, 496, 1590]
notice-id: RN4460 bbox=[719, 735, 743, 743]
notice-body: Under and by virtue of the Power of Sale contained in a Security Deed given by Carlton Poole Consulting, LLC to Commercial Lender, LLC (the Secured Creditor), dated August 19, 2022, and Recorded on August 22, 2022 as Book No. 2763 and Page No. 1180, Floyd County, Georgia records, conveying the after-described property to secure a Note of even date in the original principal amount of $183,000.00, with interest at the rate specified therein, as last assigned to U.S. Bank Trust National Association, not in its individual capacity but solely as Trustee of Fi-Gellery Lending Trust, Mortgage Trust 2018-1 by assignment that is or to be recorded in the Floyd County, Georgia Records, there will be sold to the undersigned at public outcry to the highest bidder for cash at the Floyd County Courthouse within the legal hours of sale on the first Tuesday in November, 2025, the following described property: All that tract or parcel of land situated, lying and being in the City of Rome, Floyd County, Georgia and being more particularly described as follows: BEGINNING at the intersection of the north side of Bryant Street with the west side of Olmstead Street and from said beginning point, running thence westerly along the north side of Bryant Street a distance of 65 feet to a point; running thence northerly and parallel with the west side of Olmstead Street a distance of 77 feet to a point; running bbox=[6, 1513, 128, 1788]
notice-run-dates: 10.17,24,31:2025 bbox=[43, 649, 91, 657]
legal-notice bbox=[670, 164, 792, 427]
category-label: Probate Will bbox=[747, 34, 791, 43]
category-label: Probate Guardianship bbox=[580, 311, 659, 321]
legal-notice bbox=[670, 735, 792, 1014]
notice-body: IN RE: ESTATE OF John Robert Wann, II, DECEASED. ESTATE NO. 25ES0395. PETITION FOR LETTERS OF ADMINISTRATION NOTICE. TO: ALL INTERESTED PARTIES And to whom it may concern: Anthony Wann has petitioned to be appointed Administrator(s) of the estate of John Robert Wann, II deceased, of said County. (The Petitioner has also applied for waiver of bond, waiver of reports, waiver of statements, and/or grant of certain powers contained in O.C.G.A. §53-12-261.) All interested parties are hereby notified to show cause why said petition should not be granted. All objections to the petition must be in writing, setting forth the grounds of any such objections, and must be filed with the court on or before November 3, 2025. BE NOTIFIED FURTHER: All objections to the Petition must be in writing, setting forth the grounds of any such objections. All objections should be sworn to before a notary public or before a Probate Court Clerk, and filing fees must be tendered with your objections, unless you qualify to file as an indigent party. Contact Probate Court personnel for the required amount of filing fees. If any objections are filed, a hearing will be scheduled at a later date. If no objections are filed, the petition may be granted without a hearing. bbox=[271, 912, 394, 1163]
legal-notice bbox=[404, 49, 526, 247]
legal-notice bbox=[272, 880, 394, 1208]
notice-signature: STEVEN R BURKHALTER, Judge of the Probate Court By: Tiffany Lanning, Clerk/Deputy Clerk-Probate Court. 3 Government Plaza, Ste. 201 Rome, Georgia 30161 bbox=[670, 107, 792, 148]
category-code: 8075 bbox=[139, 34, 158, 43]
category-header bbox=[139, 1498, 261, 1511]
legal-notice bbox=[537, 327, 659, 687]
legal-notice bbox=[6, 664, 128, 1475]
notice-code: ppn11 bbox=[722, 1304, 740, 1312]
notice-code: ppn11 bbox=[590, 335, 607, 342]
category-label: Probate Administration bbox=[577, 34, 659, 43]
notice-run-dates: 10.24,31:11.7,14,2025 bbox=[701, 1006, 761, 1014]
page-column bbox=[6, 32, 128, 1788]
notice-signature: STEVEN R BURKHALTER, Judge of the Probate Court. By: Lisa Horton. 3 Government Plaza, Ste. 201 Rome, GA 30161 (706) 291-5136 bbox=[271, 164, 394, 196]
category-header bbox=[670, 1021, 792, 1034]
notice-heading: IN THE PROBATE COURT OF FLOYD COUNTY STATE OF GEORGIA bbox=[407, 1278, 524, 1294]
notice-body: IN RE: ESTATE OF KENNETH WELLS CHILDRESS, DECEASED. ESTATE NO. 25ES0212. NOTICE. The petition of personal representative for leave to sell property in the above-referenced estate having been duly filed, TO: Terrie Childress. This is to notify you to file objection, if there is any, to the above-referenced petition, in this Court on or before November 17, 2025. BE NOTIFIED FURTHER: All objections to the petition must be in writing, setting forth the grounds of any such objections. All objections must be sworn to before a notary public or before a probate court clerk, and filing fees must be tendered with your objections, unless you qualify to file as an indigent party. Contact probate court personnel for the required amount of filing fees. If any objections are filed, a hearing will be scheduled at a later date. If no objections are filed, the petition may be granted without a hearing. bbox=[537, 1003, 660, 1173]
newspaper-name: ROME NEWS-TRIBUNE bbox=[218, 9, 349, 21]
notice-body: IN RE: ESTATE OF Rubie Kimberlyne, JR., DECEASED. ESTATE NO. 25ES0311. NOTICE. To whom it may concern: The petition of personal representative for leave to probate a copy of the will of the above-referenced decedent having been duly filed, TO: Terrance Simmons. This is to notify you to file objection, if there is any, to the Petition to Probate Will (and Codicil(s)) in Solemn Form in the above-referenced Estate having been duly filed, on or before November 3, 2025. BE NOTIFIED FURTHER: All objections to the petition must be in writing, setting forth the grounds of any such objections. All objections should be sworn to before a notary public or before a probate court clerk, and filing fees must be tendered with your objec- bbox=[537, 1483, 660, 1629]
notice-heading: IN THE PROBATE COURT OF FLOYD COUNTY STATE OF GEORGIA bbox=[407, 269, 524, 285]
